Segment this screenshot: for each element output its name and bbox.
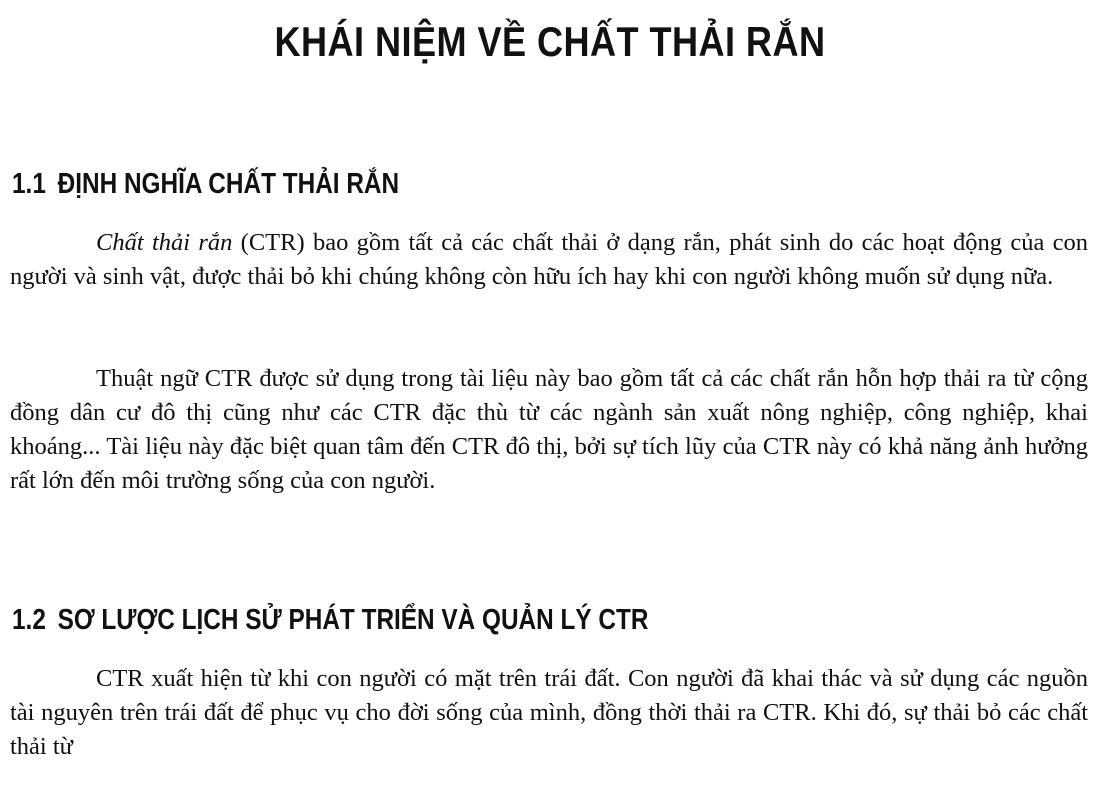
section-heading-1-1	[12, 168, 399, 201]
section-title: ĐỊNH NGHĨA CHẤT THẢI RẮN	[57, 168, 400, 200]
section-title: SƠ LƯỢC LỊCH SỬ PHÁT TRIỂN VÀ QUẢN LÝ CTR	[57, 604, 649, 636]
paragraph-text: Thuật ngữ CTR được sử dụng trong tài liệu này bao gồm tất cả các chất rắn hỗn hợp thải ra từ cộng đồng dân cư đô thị cũng như các CTR đặc thù từ các ngành sản xuất nông nghiệp, công nghiệp, khai khoáng... Tài liệu này đặc biệt quan tâm đến CTR đô thị, bởi sự tích lũy của CTR này có khả năng ảnh hưởng rất lớn đến môi trường sống của con người.	[10, 365, 1088, 494]
chapter-title: KHÁI NIỆM VỀ CHẤT THẢI RẮN	[274, 18, 826, 65]
paragraph-ctr-history	[10, 662, 1088, 764]
paragraph-text: (CTR) bao gồm tất cả các chất thải ở dạng rắn, phát sinh do các hoạt động của con người và sinh vật, được thải bỏ khi chúng không còn hữu ích hay khi con người không muốn sử dụng nữa.	[10, 229, 1088, 290]
italic-term: Chất thải rắn	[96, 229, 233, 256]
paragraph-ctr-definition	[10, 226, 1088, 294]
section-number: 1.1	[12, 168, 46, 200]
paragraph-text: CTR xuất hiện từ khi con người có mặt trên trái đất. Con người đã khai thác và sử dụng các nguồn tài nguyên trên trái đất để phục vụ cho đời sống của mình, đồng thời thải ra CTR. Khi đó, sự thải bỏ các chất thải từ	[10, 665, 1088, 760]
section-heading-1-2	[12, 604, 648, 637]
section-number: 1.2	[12, 604, 46, 636]
paragraph-ctr-terminology	[10, 362, 1088, 498]
